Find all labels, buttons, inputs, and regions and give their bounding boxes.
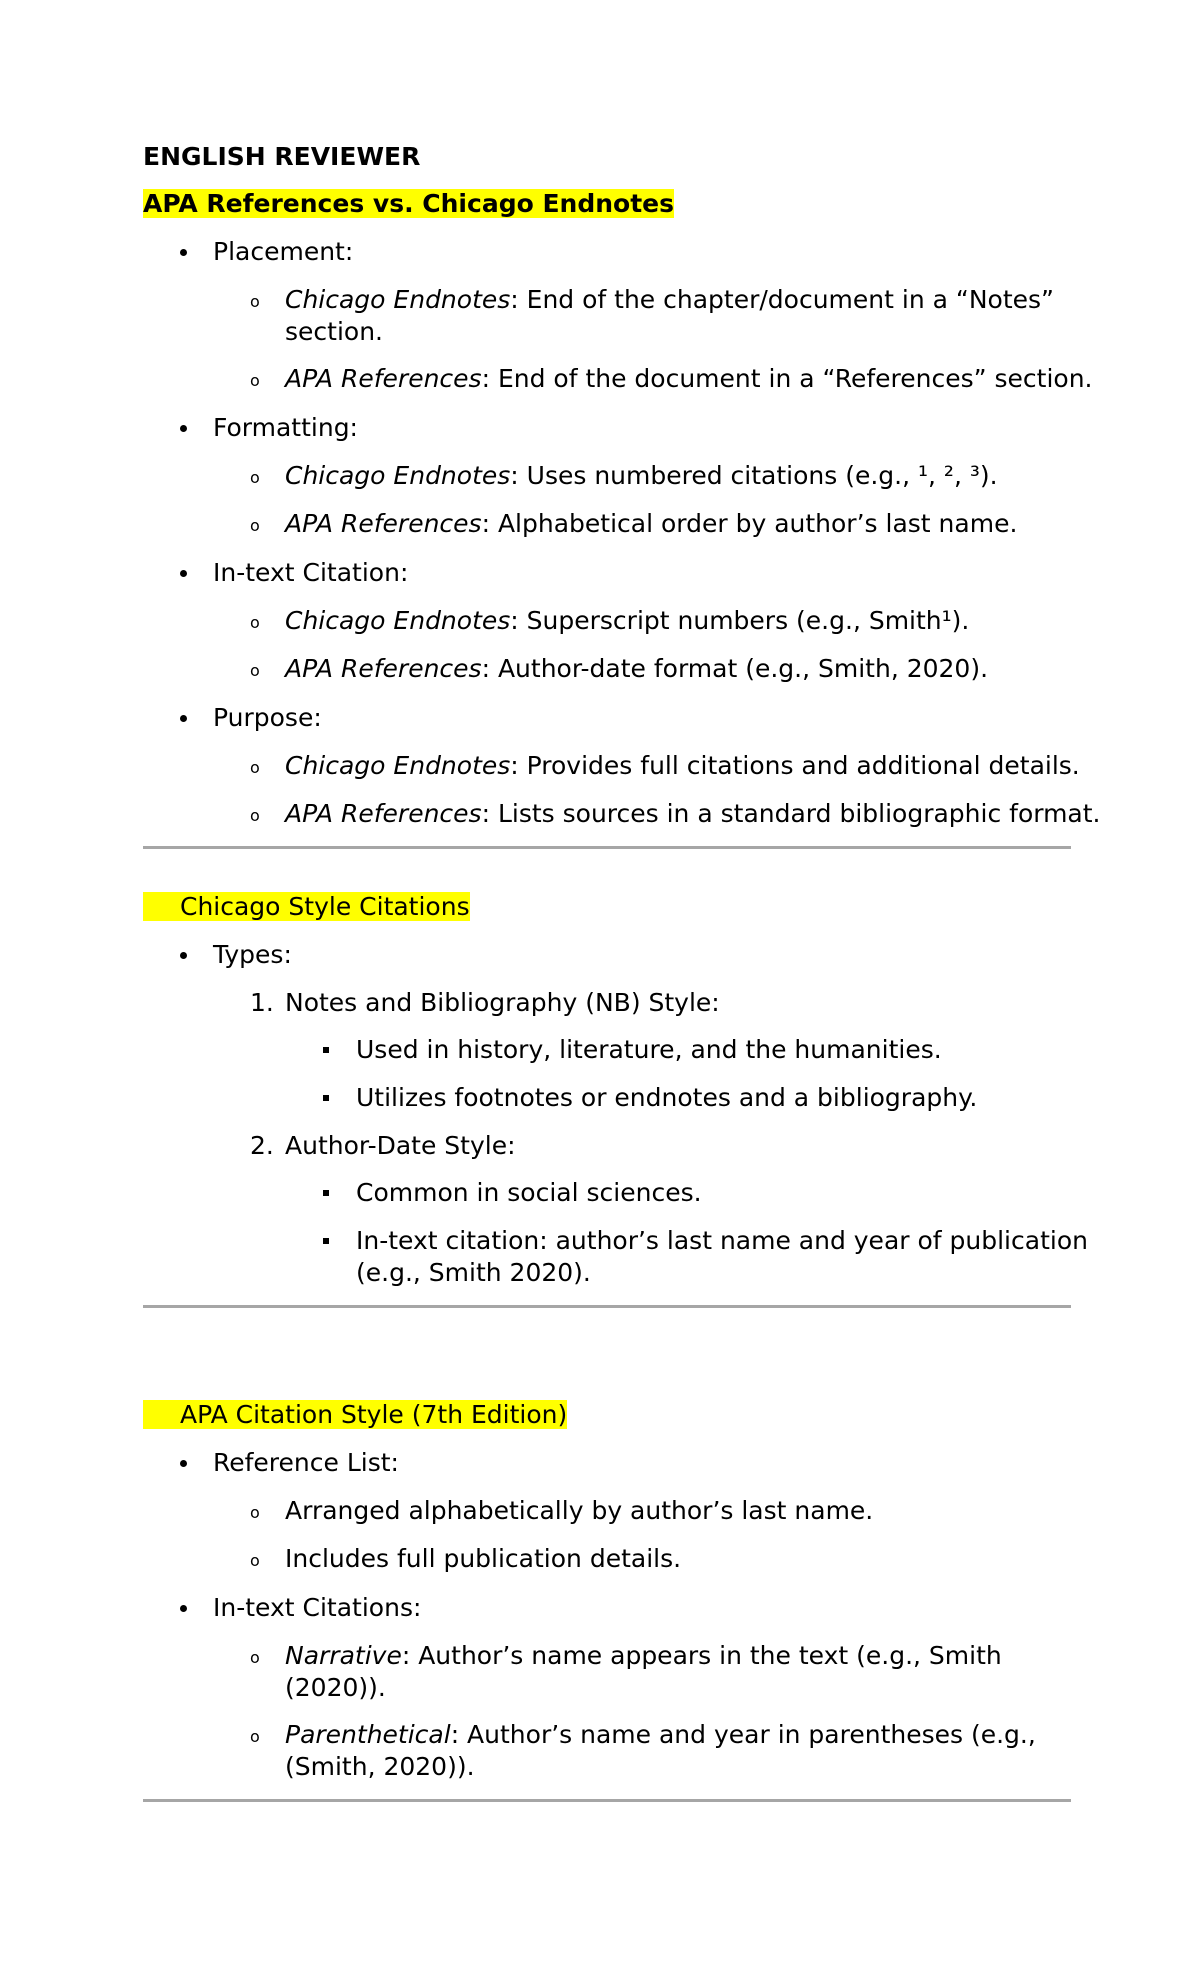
bullet-icon [180,952,187,959]
reflist-item-2: Includes full publication details. [285,1544,682,1573]
circle-bullet-icon: o [250,806,260,825]
circle-bullet-icon: o [250,1551,260,1570]
bullet-icon [180,1605,187,1612]
bullet-icon [180,425,187,432]
reference-list-label: Reference List: [213,1448,399,1477]
nb-style-label: Notes and Bibliography (NB) Style: [285,988,720,1017]
reflist-item-1: Arranged alphabetically by author’s last name. [285,1496,874,1525]
formatting-label: Formatting: [213,413,358,442]
square-bullet-icon [323,1095,329,1101]
circle-bullet-icon: o [250,1648,260,1667]
parenthetical-item: Parenthetical: Author’s name and year in parentheses (e.g., [285,1720,1036,1749]
square-bullet-icon [323,1190,329,1196]
nb-item-2: Utilizes footnotes or endnotes and a bibliography. [356,1083,978,1112]
placement-label: Placement: [213,237,354,266]
circle-bullet-icon: o [250,661,260,680]
list-number: 1. [250,988,274,1017]
circle-bullet-icon: o [250,292,260,311]
ad-item-1: Common in social sciences. [356,1178,702,1207]
circle-bullet-icon: o [250,1503,260,1522]
bullet-icon [180,715,187,722]
list-number: 2. [250,1131,274,1160]
narrative-item-cont: (2020)). [285,1673,386,1702]
circle-bullet-icon: o [250,516,260,535]
bullet-icon [180,1460,187,1467]
placement-apa: APA References: End of the document in a “References” section. [285,364,1093,393]
ad-item-2: In-text citation: author’s last name and year of publication [356,1226,1088,1255]
circle-bullet-icon: o [250,1727,260,1746]
nb-item-1: Used in history, literature, and the humanities. [356,1035,942,1064]
intext-apa: APA References: Author-date format (e.g., Smith, 2020). [285,654,989,683]
horizontal-divider [143,1799,1071,1802]
document-title: ENGLISH REVIEWER [143,142,421,171]
square-bullet-icon [323,1238,329,1244]
circle-bullet-icon: o [250,613,260,632]
circle-bullet-icon: o [250,758,260,777]
narrative-item: Narrative: Author’s name appears in the text (e.g., Smith [285,1641,1002,1670]
section-heading-apa-vs-chicago: APA References vs. Chicago Endnotes [143,189,674,218]
horizontal-divider [143,846,1071,849]
formatting-apa: APA References: Alphabetical order by author’s last name. [285,509,1018,538]
bullet-icon [180,249,187,256]
circle-bullet-icon: o [250,371,260,390]
circle-bullet-icon: o [250,468,260,487]
section-heading-chicago-style: Chicago Style Citations [143,891,470,923]
placement-chicago: Chicago Endnotes: End of the chapter/document in a “Notes” [285,285,1054,314]
placement-chicago-cont: section. [285,317,383,346]
formatting-chicago: Chicago Endnotes: Uses numbered citations (e.g., ¹, ², ³). [285,461,998,490]
purpose-label: Purpose: [213,703,322,732]
types-label: Types: [213,940,292,969]
bullet-icon [180,570,187,577]
author-date-label: Author-Date Style: [285,1131,516,1160]
intext-label: In-text Citation: [213,558,409,587]
ad-item-2-cont: (e.g., Smith 2020). [356,1258,591,1287]
intext-citations-label: In-text Citations: [213,1593,422,1622]
purpose-chicago: Chicago Endnotes: Provides full citations and additional details. [285,751,1080,780]
intext-chicago: Chicago Endnotes: Superscript numbers (e.g., Smith¹). [285,606,970,635]
square-bullet-icon [323,1047,329,1053]
horizontal-divider [143,1305,1071,1308]
parenthetical-item-cont: (Smith, 2020)). [285,1752,475,1781]
section-heading-apa-style: APA Citation Style (7th Edition) [143,1399,567,1431]
purpose-apa: APA References: Lists sources in a standard bibliographic format. [285,799,1101,828]
